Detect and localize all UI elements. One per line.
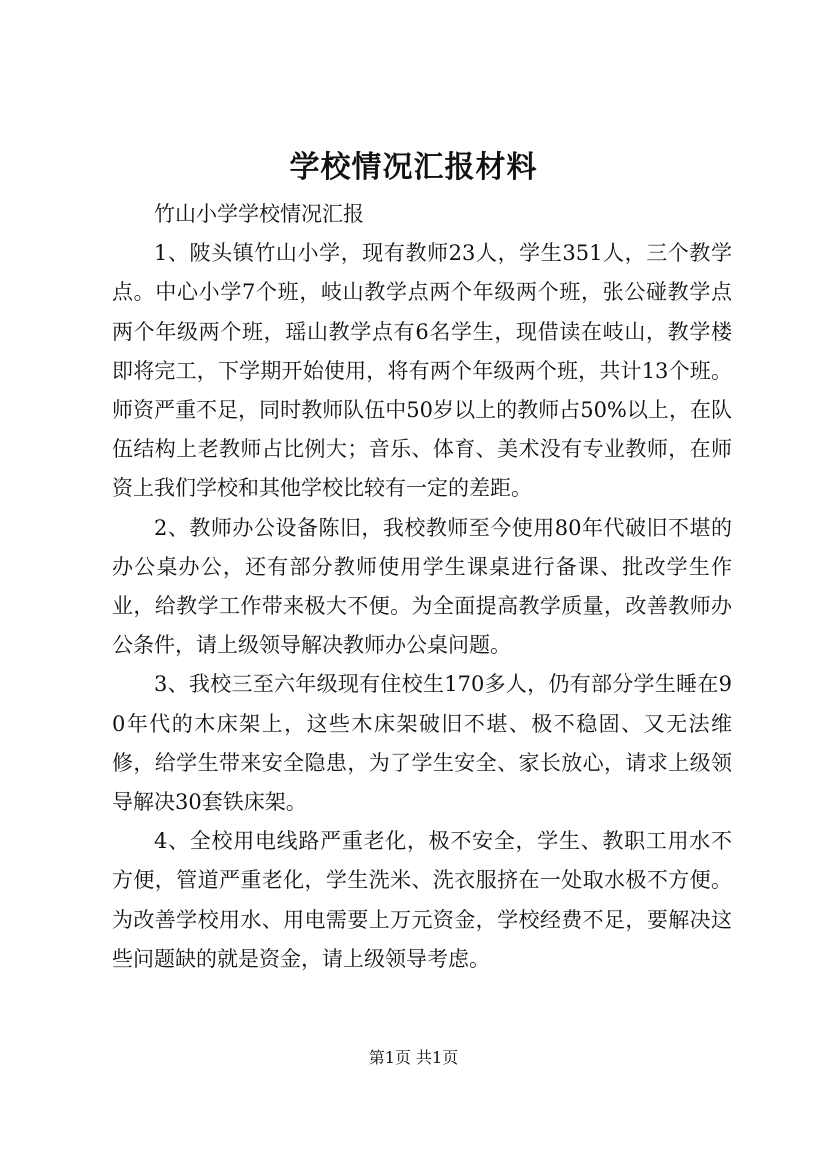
report-subtitle: 竹山小学学校情况汇报 (154, 202, 364, 226)
paragraph-4: 4、全校用电线路严重老化，极不安全，学生、教职工用水不方便，管道严重老化，学生洗米、洗衣服挤在一处取水极不方便。为改善学校用水、用电需要上万元资金，学校经费不足，要解决这些问题缺的就是资金，请上级领导考虑。 (112, 829, 732, 971)
paragraph-1: 1、陂头镇竹山小学，现有教师23人，学生351人，三个教学点。中心小学7个班，岐山教学点两个年级两个班，张公碰教学点两个年级两个班，瑶山教学点有6名学生，现借读在岐山，教学楼即将完工，下学期开始使用，将有两个年级两个班，共计13个班。师资严重不足，同时教师队伍中50岁以上的教师占50%以上，在队伍结构上老教师占比例大；音乐、体育、美术没有专业教师，在师资上我们学校和其他学校比较有一定的差距。 (112, 241, 732, 501)
document-body (112, 195, 732, 979)
document-title: 学校情况汇报材料 (289, 150, 538, 185)
paragraph-2: 2、教师办公设备陈旧，我校教师至今使用80年代破旧不堪的办公桌办公，还有部分教师使用学生课桌进行备课、批改学生作业，给教学工作带来极大不便。为全面提高教学质量，改善教师办公条件，请上级领导解决教师办公桌问题。 (112, 515, 732, 658)
page-footer: 第1页 共1页 (368, 1048, 459, 1067)
paragraph-3: 3、我校三至六年级现有住校生170多人，仍有部分学生睡在90年代的木床架上，这些木床架破旧不堪、极不稳固、又无法维修，给学生带来安全隐患，为了学生安全、家长放心，请求上级领导解决30套铁床架。 (112, 672, 732, 815)
